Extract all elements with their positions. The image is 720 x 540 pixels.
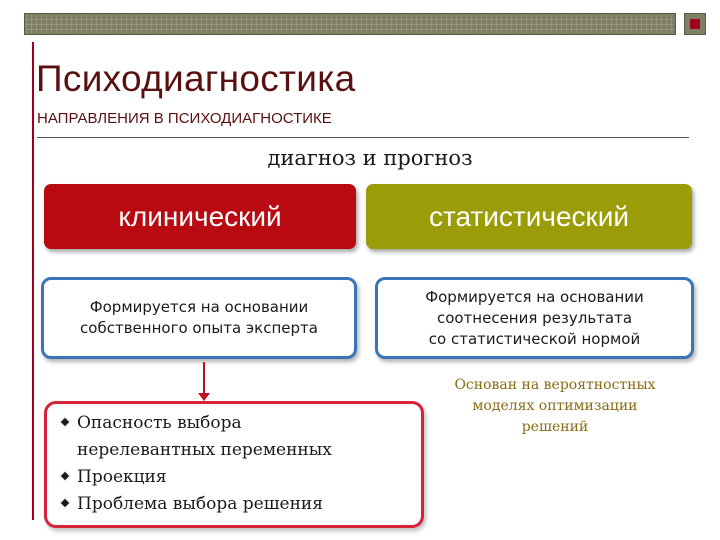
diamond-bullet-icon [59,416,73,430]
statistical-description-line: Формируется на основании [425,287,644,306]
risk-item-text: Опасность выбора [77,413,242,433]
note-line: решений [521,419,589,435]
top-decoration-bar [24,13,676,35]
center-label: диагноз и прогноз [267,146,473,170]
risk-item-text: Проекция [77,467,167,487]
risks-list [59,410,411,518]
clinical-header: клинический [44,184,356,249]
note-line: моделях оптимизации [472,398,638,414]
risk-item [59,410,411,437]
statistical-description-line: со статистической нормой [428,329,641,348]
slide-subtitle: НАПРАВЛЕНИЯ В ПСИХОДИАГНОСТИКЕ [37,110,332,127]
divider [37,137,689,138]
statistical-note [430,375,680,438]
diamond-bullet-icon [59,470,73,484]
statistical-description-line: соотнесения результата [436,308,633,327]
clinical-description-line: собственного опыта эксперта [80,319,318,337]
left-accent-line [32,42,34,520]
statistical-header: статистический [366,184,692,249]
risk-item [59,464,411,491]
clinical-description-line: Формируется на основании [89,298,309,316]
risk-item-continuation [59,437,411,464]
diamond-bullet-icon [59,497,73,511]
arrow-head-icon [198,393,210,401]
statistical-description [375,277,694,359]
clinical-description [41,277,357,359]
risks-box [44,401,424,528]
corner-square-icon [690,19,700,29]
note-line: Основан на вероятностных [454,377,656,393]
slide-title: Психодиагностика [36,58,356,99]
risk-item-text: нерелевантных переменных [77,440,332,460]
risk-item [59,491,411,518]
risk-item-text: Проблема выбора решения [77,494,323,514]
down-arrow-icon [203,362,205,397]
